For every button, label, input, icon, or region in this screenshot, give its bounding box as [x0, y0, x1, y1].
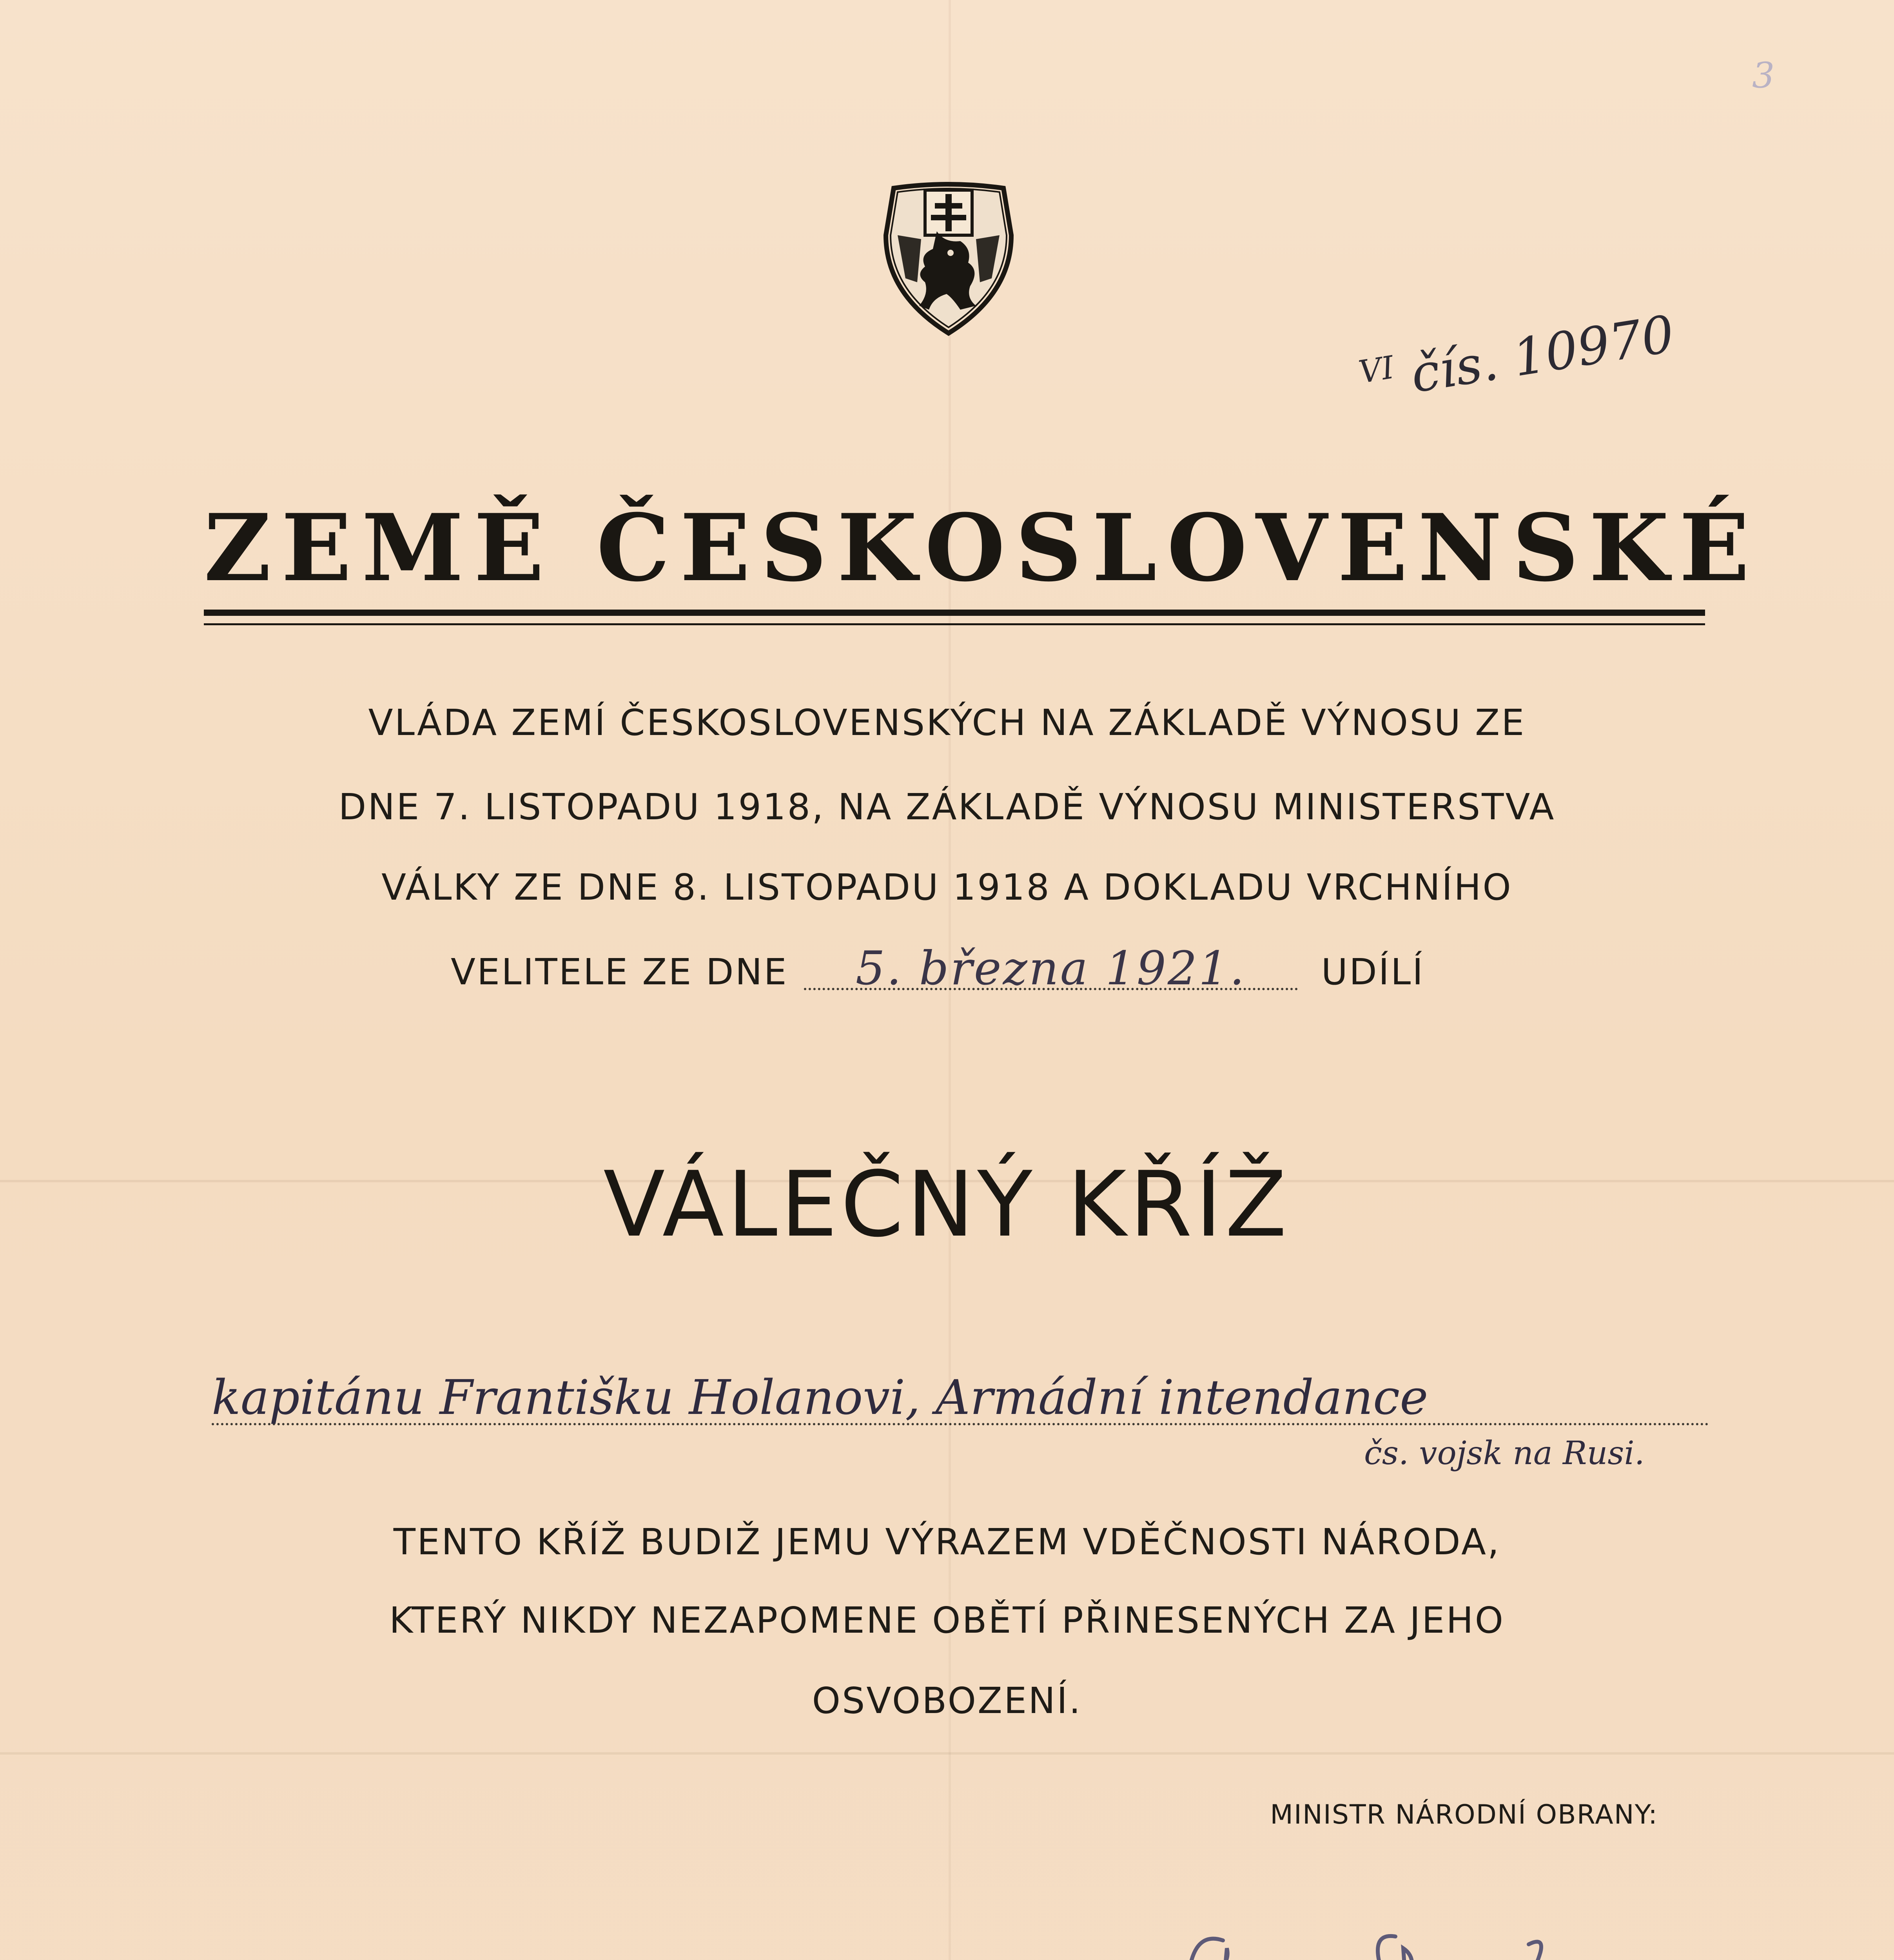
corner-pencil-mark: 3: [1752, 55, 1775, 96]
handwritten-date-field: 5. března 1921.: [804, 949, 1298, 990]
recipient-handwritten-line: kapitánu Františku Holanovi, Armádní intendance: [212, 1372, 1709, 1425]
award-name: VÁLEČNÝ KŘÍŽ: [603, 1152, 1290, 1257]
recipient-handwritten-line-2: čs. vojsk na Rusi.: [1364, 1435, 1645, 1472]
closing-line-3: OSVOBOZENÍ.: [812, 1680, 1082, 1722]
minister-signature: [1176, 1917, 1607, 1960]
preamble-line-4-lead: VELITELE ZE DNE: [451, 951, 788, 993]
preamble-line-1: VLÁDA ZEMÍ ČESKOSLOVENSKÝCH NA ZÁKLADĚ VÝNOSU ZE: [368, 702, 1526, 744]
coat-of-arms-emblem: [882, 180, 1015, 337]
preamble-line-2: DNE 7. LISTOPADU 1918, NA ZÁKLADĚ VÝNOSU MINISTERSTVA: [338, 786, 1556, 828]
closing-line-2: KTERÝ NIKDY NEZAPOMENE OBĚTÍ PŘINESENÝCH ZA JEHO: [389, 1599, 1505, 1641]
preamble-line-4: [451, 941, 1470, 995]
preamble-line-3: VÁLKY ZE DNE 8. LISTOPADU 1918 A DOKLADU VRCHNÍHO: [381, 866, 1513, 908]
fold-line-horizontal: [0, 1752, 1894, 1755]
preamble-line-4-tail: UDÍLÍ: [1321, 951, 1425, 993]
minister-label: MINISTR NÁRODNÍ OBRANY:: [1270, 1799, 1658, 1830]
document-title: ZEMĚ ČESKOSLOVENSKÉ: [204, 494, 1760, 602]
closing-line-1: TENTO KŘÍŽ BUDIŽ JEMU VÝRAZEM VDĚČNOSTI NÁRODA,: [393, 1521, 1501, 1563]
title-rule-thick: [204, 610, 1705, 616]
document-reference-number: [1356, 304, 1678, 454]
reference-mark: VI: [1356, 349, 1397, 391]
reference-number: čís. 10970: [1406, 304, 1678, 405]
title-rule-thin: [204, 623, 1705, 625]
